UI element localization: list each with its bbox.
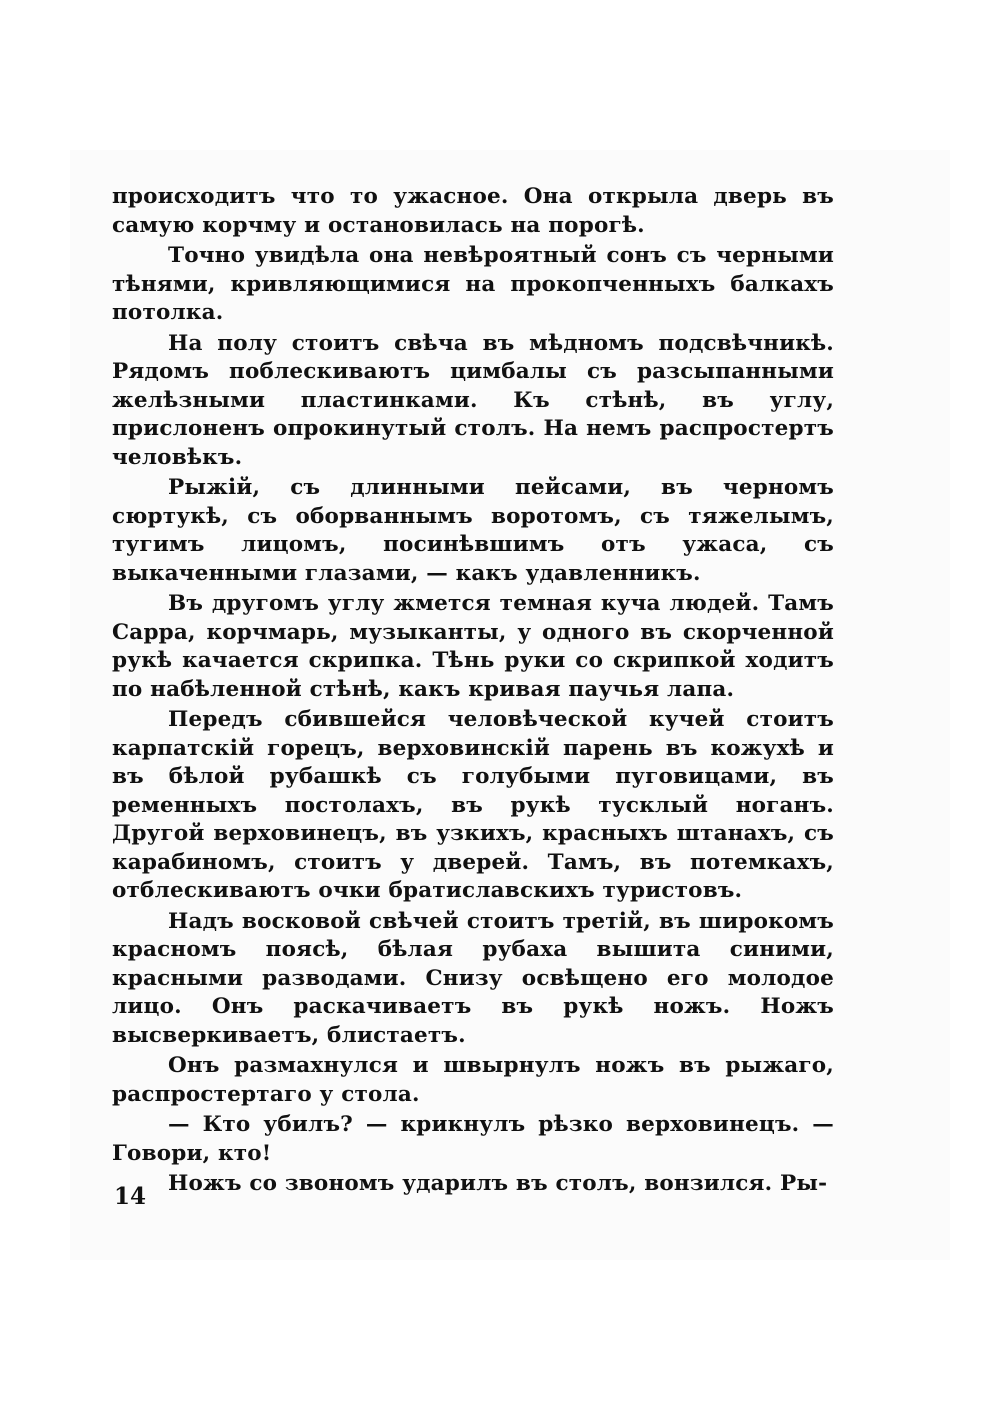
paragraph-7: Надъ восковой свѣчей стоитъ третій, въ широкомъ красномъ поясѣ, бѣлая рубаха вышита синими, красными разводами. Снизу освѣщено его молодое лицо. Онъ раскачиваетъ въ рукѣ ножъ. Ножъ высверкиваетъ, блистаетъ. xyxy=(112,908,834,1048)
paragraph-9: — Кто убилъ? — крикнулъ рѣзко верховинецъ. — Говори, кто! xyxy=(112,1112,834,1166)
paragraph-10: Ножъ со звономъ ударилъ въ столъ, вонзился. Ры- xyxy=(168,1171,828,1196)
page-number: 14 xyxy=(114,1183,147,1210)
paragraph-2: Точно увидѣла она невѣроятный сонъ съ черными тѣнями, кривляющимися на прокопченныхъ балкахъ потолка. xyxy=(112,243,834,325)
paragraph-3: На полу стоитъ свѣча въ мѣдномъ подсвѣчникѣ. Рядомъ поблескиваютъ цимбалы съ разсыпанными желѣзными пластинками. Къ стѣнѣ, въ углу, прислоненъ опрокинутый столъ. На немъ распростертъ человѣкъ. xyxy=(112,330,834,470)
paragraph-8: Онъ размахнулся и швырнулъ ножъ въ рыжаго, распростертаго у стола. xyxy=(112,1053,834,1107)
body-text xyxy=(112,183,834,1199)
paragraph-1: происходитъ что то ужасное. Она открыла дверь въ самую корчму и остановилась на порогѣ. xyxy=(112,184,834,238)
paragraph-4: Рыжій, съ длинными пейсами, въ черномъ сюртукѣ, съ оборваннымъ воротомъ, съ тяжелымъ, тугимъ лицомъ, посинѣвшимъ отъ ужаса, съ выкаченными глазами, — какъ удавленникъ. xyxy=(112,475,834,586)
paragraph-6: Передъ сбившейся человѣческой кучей стоитъ карпатскій горецъ, верховинскій парень въ кожухѣ и въ бѣлой рубашкѣ съ голубыми пуговицами, въ ременныхъ постолахъ, въ рукѣ тусклый ноганъ. Другой верховинецъ, въ узкихъ, красныхъ штанахъ, съ карабиномъ, стоитъ у дверей. Тамъ, въ потемкахъ, отблескиваютъ очки братиславскихъ туристовъ. xyxy=(112,707,834,903)
paragraph-5: Въ другомъ углу жмется темная куча людей. Тамъ Сарра, корчмарь, музыканты, у одного въ скорченной рукѣ качается скрипка. Тѣнь руки со скрипкой ходитъ по набѣленной стѣнѣ, какъ кривая паучья лапа. xyxy=(112,591,834,702)
